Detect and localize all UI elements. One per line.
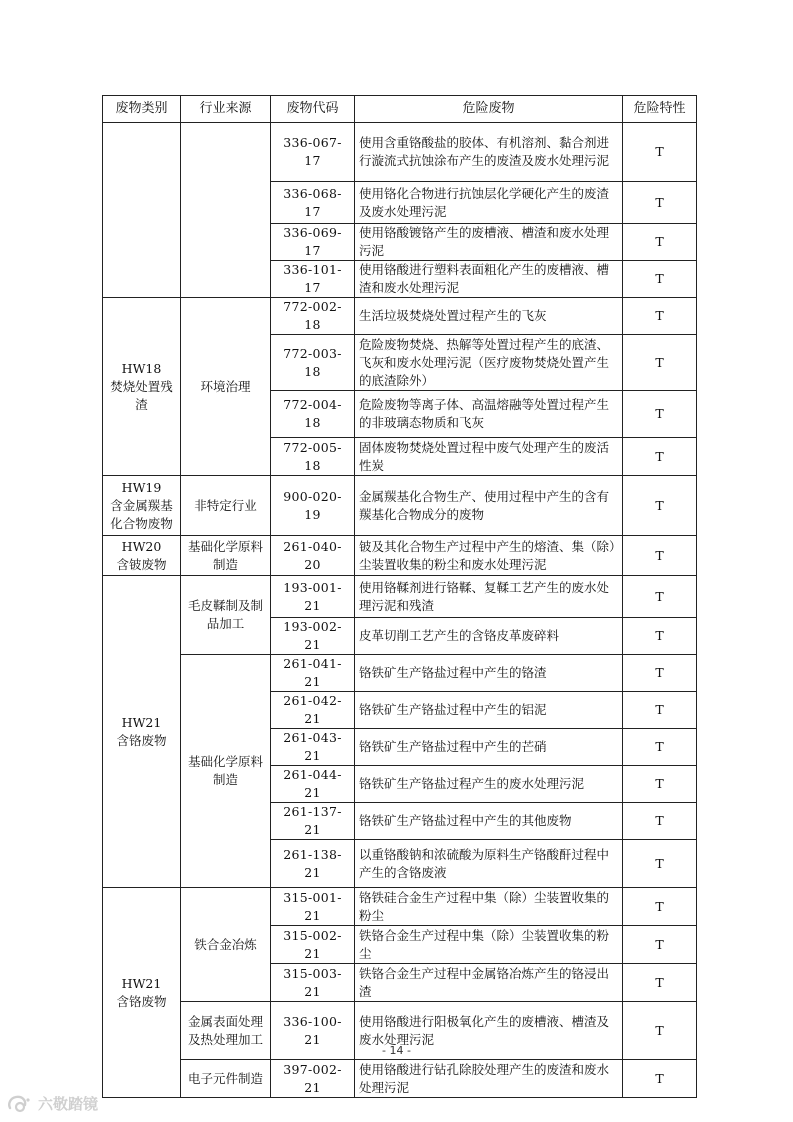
table-row: [103, 576, 697, 618]
waste-description: 使用铬化合物进行抗蚀层化学硬化产生的废渣及废水处理污泥: [355, 182, 623, 224]
table-row: [103, 1060, 697, 1098]
source-cell: 毛皮鞣制及制品加工: [181, 576, 271, 655]
header-source: 行业来源: [181, 96, 271, 123]
waste-description: 使用铬酸镀铬产生的废槽液、槽渣和废水处理污泥: [355, 224, 623, 261]
header-category: 废物类别: [103, 96, 181, 123]
waste-description: 铬铁硅合金生产过程中集（除）尘装置收集的粉尘: [355, 888, 623, 926]
waste-description: 铬铁矿生产铬盐过程中产生的铝泥: [355, 692, 623, 729]
table-row: [103, 476, 697, 536]
category-code: HW19: [121, 479, 162, 495]
camera-logo-icon: [6, 1094, 32, 1114]
waste-description: 使用铬鞣剂进行铬鞣、复鞣工艺产生的废水处理污泥和残渣: [355, 576, 623, 618]
category-cell: [103, 123, 181, 298]
hazard-characteristic: T: [623, 618, 697, 655]
category-cell: [103, 888, 181, 1098]
hazard-characteristic: T: [623, 766, 697, 803]
hazard-characteristic: T: [623, 926, 697, 964]
source-cell: 铁合金冶炼: [181, 888, 271, 1002]
waste-description: 生活垃圾焚烧处置过程产生的飞灰: [355, 298, 623, 335]
waste-description: 使用铬酸进行钻孔除胶处理产生的废渣和废水处理污泥: [355, 1060, 623, 1098]
waste-description: 铁铬合金生产过程中金属铬冶炼产生的铬浸出渣: [355, 964, 623, 1002]
waste-description: 铬铁矿生产铬盐过程产生的废水处理污泥: [355, 766, 623, 803]
waste-description: 危险废物等离子体、高温熔融等处置过程产生的非玻璃态物质和飞灰: [355, 391, 623, 438]
category-code: HW20: [121, 538, 162, 554]
waste-code: 315-002-21: [271, 926, 355, 964]
waste-code: 261-044-21: [271, 766, 355, 803]
category-cell: [103, 536, 181, 576]
hazard-characteristic: T: [623, 123, 697, 182]
category-name: 含金属羰基化合物废物: [110, 497, 173, 531]
waste-code: 261-041-21: [271, 655, 355, 692]
source-cell: 环境治理: [181, 298, 271, 476]
table-row: [103, 888, 697, 926]
header-hazard: 危险特性: [623, 96, 697, 123]
waste-code: 900-020-19: [271, 476, 355, 536]
waste-code: 336-100-21: [271, 1002, 355, 1060]
hazard-characteristic: T: [623, 391, 697, 438]
category-name: 含铍废物: [116, 556, 167, 572]
table-row: [103, 536, 697, 576]
waste-table: [102, 95, 697, 1098]
header-waste: 危险废物: [355, 96, 623, 123]
table-row: [103, 655, 697, 692]
header-row: [103, 96, 697, 123]
waste-code: 315-003-21: [271, 964, 355, 1002]
hazard-characteristic: T: [623, 335, 697, 391]
category-code: HW21: [121, 975, 162, 991]
waste-code: 193-002-21: [271, 618, 355, 655]
waste-description: 皮革切削工艺产生的含铬皮革废碎料: [355, 618, 623, 655]
waste-code: 397-002-21: [271, 1060, 355, 1098]
source-cell: 基础化学原料制造: [181, 655, 271, 888]
waste-code: 261-137-21: [271, 803, 355, 840]
hazard-characteristic: T: [623, 803, 697, 840]
category-cell: [103, 576, 181, 888]
waste-code: 772-005-18: [271, 438, 355, 476]
waste-code: 772-004-18: [271, 391, 355, 438]
waste-description: 金属羰基化合物生产、使用过程中产生的含有羰基化合物成分的废物: [355, 476, 623, 536]
hazard-characteristic: T: [623, 840, 697, 888]
category-name: 含铬废物: [116, 993, 167, 1009]
hazard-characteristic: T: [623, 576, 697, 618]
waste-code: 315-001-21: [271, 888, 355, 926]
waste-description: 使用铬酸进行塑料表面粗化产生的废槽液、槽渣和废水处理污泥: [355, 261, 623, 298]
hazard-characteristic: T: [623, 261, 697, 298]
waste-code: 336-101-17: [271, 261, 355, 298]
hazard-characteristic: T: [623, 298, 697, 335]
source-cell: 金属表面处理及热处理加工: [181, 1002, 271, 1060]
hazard-characteristic: T: [623, 224, 697, 261]
hazard-characteristic: T: [623, 476, 697, 536]
waste-description: 铬铁矿生产铬盐过程中产生的铬渣: [355, 655, 623, 692]
waste-code: 336-069-17: [271, 224, 355, 261]
hazard-characteristic: T: [623, 655, 697, 692]
watermark: [6, 1093, 98, 1114]
waste-description: 使用含重铬酸盐的胶体、有机溶剂、黏合剂进行漩流式抗蚀涂布产生的废渣及废水处理污泥: [355, 123, 623, 182]
category-cell: [103, 476, 181, 536]
page-number: - 14 -: [382, 1044, 411, 1057]
waste-code: 193-001-21: [271, 576, 355, 618]
watermark-text: 六敬踏镜: [38, 1095, 99, 1113]
waste-code: 772-002-18: [271, 298, 355, 335]
waste-description: 固体废物焚烧处置过程中废气处理产生的废活性炭: [355, 438, 623, 476]
source-cell: 基础化学原料制造: [181, 536, 271, 576]
table-row: [103, 123, 697, 182]
waste-description: 以重铬酸钠和浓硫酸为原料生产铬酸酐过程中产生的含铬废液: [355, 840, 623, 888]
category-cell: [103, 298, 181, 476]
waste-code: 772-003-18: [271, 335, 355, 391]
source-cell: 电子元件制造: [181, 1060, 271, 1098]
hazard-characteristic: T: [623, 729, 697, 766]
waste-description: 危险废物焚烧、热解等处置过程产生的底渣、飞灰和废水处理污泥（医疗废物焚烧处置产生的底渣除外）: [355, 335, 623, 391]
hazard-characteristic: T: [623, 1002, 697, 1060]
hazard-characteristic: T: [623, 182, 697, 224]
hazard-characteristic: T: [623, 692, 697, 729]
waste-description: 使用铬酸进行阳极氧化产生的废槽液、槽渣及废水处理污泥: [355, 1002, 623, 1060]
waste-description: 铁铬合金生产过程中集（除）尘装置收集的粉尘: [355, 926, 623, 964]
category-name: 含铬废物: [116, 732, 167, 748]
hazard-characteristic: T: [623, 1060, 697, 1098]
header-code: 废物代码: [271, 96, 355, 123]
waste-code: 336-068-17: [271, 182, 355, 224]
waste-code: 261-042-21: [271, 692, 355, 729]
waste-code: 261-043-21: [271, 729, 355, 766]
waste-description: 铬铁矿生产铬盐过程中产生的芒硝: [355, 729, 623, 766]
waste-code: 261-138-21: [271, 840, 355, 888]
waste-description: 铍及其化合物生产过程中产生的熔渣、集（除）尘装置收集的粉尘和废水处理污泥: [355, 536, 623, 576]
hazard-characteristic: T: [623, 964, 697, 1002]
hazard-characteristic: T: [623, 438, 697, 476]
category-code: HW21: [121, 714, 162, 730]
waste-code: 261-040-20: [271, 536, 355, 576]
source-cell: 非特定行业: [181, 476, 271, 536]
table-row: [103, 298, 697, 335]
hazard-characteristic: T: [623, 536, 697, 576]
category-name: 焚烧处置残渣: [110, 378, 173, 412]
waste-code: 336-067-17: [271, 123, 355, 182]
source-cell: [181, 123, 271, 298]
hazard-characteristic: T: [623, 888, 697, 926]
category-code: HW18: [121, 360, 162, 376]
waste-description: 铬铁矿生产铬盐过程中产生的其他废物: [355, 803, 623, 840]
